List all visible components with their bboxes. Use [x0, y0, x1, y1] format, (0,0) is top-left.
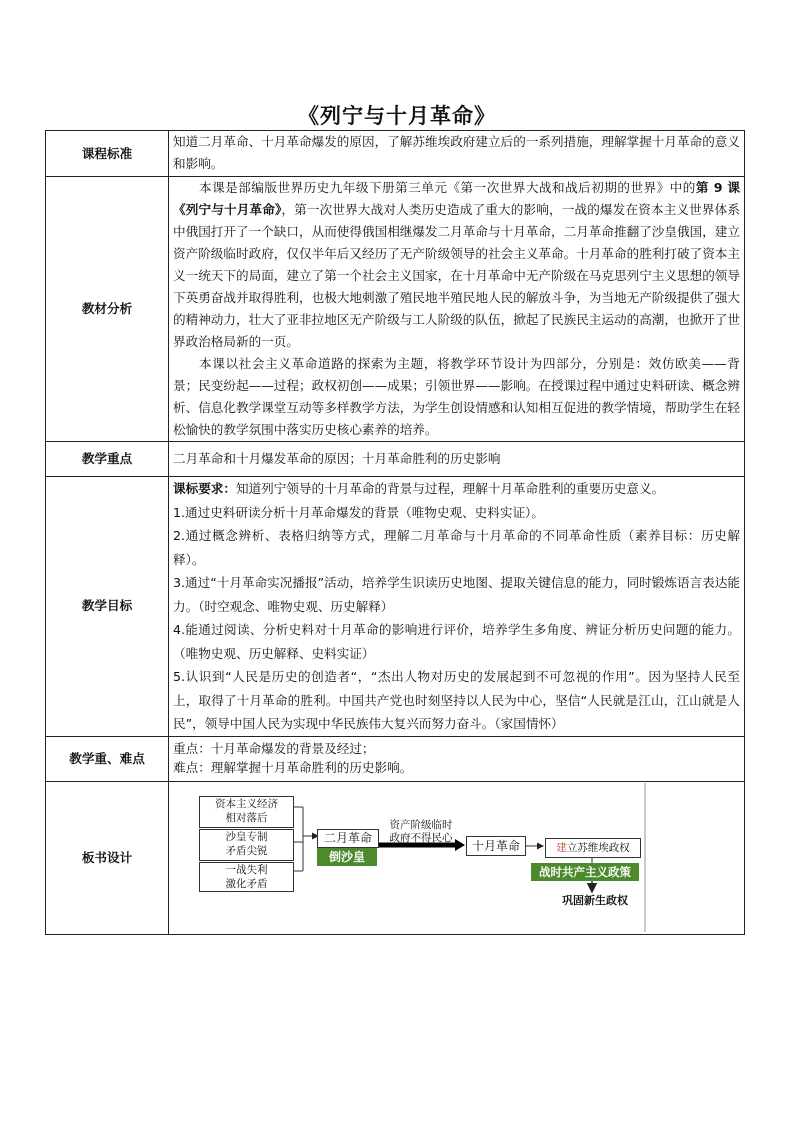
box-tsar-line-1: 沙皇专制	[225, 830, 268, 843]
course-standard-text: 知道二月革命、十月革命爆发的原因，了解苏维埃政府建立后的一系列措施，理解掌握十月革命的意义和影响。	[169, 131, 745, 177]
page-title: 《列宁与十月革命》	[298, 103, 496, 128]
lesson-plan-table	[45, 130, 745, 935]
box-economy-line-1: 资本主义经济	[215, 797, 278, 810]
box-october-revolution: 十月革命	[466, 836, 526, 856]
box-economy-line-2: 相对落后	[225, 811, 268, 824]
box-war-defeat	[199, 862, 294, 892]
provisional-gov-note	[383, 819, 459, 845]
goal-requirement-label: 课标要求：	[173, 481, 236, 496]
box-february-revolution: 二月革命	[317, 829, 379, 848]
box-build-soviet-power	[545, 838, 641, 858]
goal-requirement	[173, 477, 740, 501]
box-tsar-autocracy	[199, 829, 294, 861]
goal-item-1: 1.通过史料研读分析十月革命爆发的背景（唯物史观、史料实证）。	[173, 504, 544, 520]
build-rest: 立苏维埃政权	[566, 841, 630, 854]
teaching-goals-content	[169, 477, 745, 737]
row-teaching-goals	[46, 477, 745, 737]
row-teaching-key-points	[46, 442, 745, 477]
label-key-difficult-points: 教学重、难点	[46, 736, 169, 781]
analysis-paragraph-1	[173, 177, 740, 353]
analysis-p1-body: ，第一次世界大战对人类历史造成了重大的影响，一战的爆发在资本主义世界体系中俄国打开了一个缺口，从而使得俄国相继爆发二月革命与十月革命，二月革命推翻了沙皇俄国，建立资产阶级临时政府，仅仅半年后又经历了无产阶级领导的社会主义革命。十月革命的胜利打破了资本主义一统天下的局面，建立了第一个社会主义国家，在十月革命中无产阶级在马克思列宁主义思想的领导下英勇奋战并取得胜利，也极大地刺激了殖民地半殖民地人民的解放斗争，为当地无产阶级提供了强大的精神动力，壮大了亚非拉地区无产阶级与工人阶级的队伍，掀起了民族民主运动的高潮，也掀开了世界政治格局新的一页。	[173, 202, 740, 349]
label-material-analysis: 教材分析	[46, 177, 169, 442]
label-board-design: 板书设计	[46, 781, 169, 934]
box-overthrow-tsar: 倒沙皇	[317, 848, 377, 866]
row-course-standard	[46, 131, 745, 177]
box-tsar-line-2: 矛盾尖锐	[225, 844, 268, 857]
material-analysis-content	[169, 177, 745, 442]
goal-item-5: 5.认识到“人民是历史的创造者“，“杰出人物对历史的发展起到不可忽视的作用”。因为坚持人民至上，取得了十月革命的胜利。中国共产党也时刻坚持以人民为中心，坚信“人民就是江山，江山就是人民”，领导中国人民为实现中华民族伟大复兴而努力奋斗。（家国情怀）	[173, 669, 740, 731]
box-economy-backward	[199, 796, 294, 828]
teaching-key-points-text: 二月革命和十月爆发革命的原因；十月革命胜利的历史影响	[169, 442, 745, 477]
gov-note-line-2: 政府不得民心	[389, 831, 453, 844]
analysis-p1-lesson: 第 9 课《列宁与十月革命》	[173, 180, 740, 217]
box-war-line-1: 一战失利	[225, 863, 268, 876]
key-difficult-points-content	[169, 736, 745, 781]
box-war-line-2: 激化矛盾	[225, 877, 268, 890]
label-teaching-key-points: 教学重点	[46, 442, 169, 477]
label-course-standard: 课程标准	[46, 131, 169, 177]
build-prefix: 建	[556, 841, 567, 854]
goal-item-4: 4.能通过阅读、分析史料对十月革命的影响进行评价，培养学生多角度、辨证分析历史问题的能力。（唯物史观、历史解释、史料实证）	[173, 622, 740, 661]
board-design-content	[169, 781, 745, 934]
board-diagram	[169, 782, 744, 934]
goal-requirement-text: 知道列宁领导的十月革命的背景与过程，理解十月革命胜利的重要历史意义。	[235, 481, 665, 496]
focus-key-line: 重点：十月革命爆发的背景及经过；	[173, 740, 375, 756]
row-material-analysis	[46, 177, 745, 442]
row-key-difficult-points	[46, 736, 745, 781]
analysis-paragraph-2: 本课以社会主义革命道路的探索为主题，将教学环节设计为四部分，分别是：效仿欧美——背景；民变纷起——过程；政权初创——成果；引领世界——影响。在授课过程中通过史料研读、概念辨析、信息化教学课堂互动等多样教学方法，为学生创设情感和认知相互促进的教学情境，帮助学生在轻松愉快的教学氛围中落实历史核心素养的培养。	[173, 356, 740, 437]
analysis-p1-intro: 本课是部编版世界历史九年级下册第三单元《第一次世界大战和战后初期的世界》中的	[199, 180, 696, 195]
goal-item-2: 2.通过概念辨析、表格归纳等方式，理解二月革命与十月革命的不同革命性质（素养目标：历史解释）。	[173, 528, 740, 567]
consolidate-regime-note: 巩固新生政权	[562, 893, 628, 907]
box-war-communism-policy: 战时共产主义政策	[531, 863, 639, 881]
goal-item-3: 3.通过“十月革命实况播报”活动，培养学生识读历史地图、提取关键信息的能力，同时锻炼语言表达能力。（时空观念、唯物史观、历史解释）	[173, 575, 740, 614]
row-board-design	[46, 781, 745, 934]
gov-note-line-1: 资产阶级临时	[389, 818, 453, 831]
label-teaching-goals: 教学目标	[46, 477, 169, 737]
focus-difficult-line: 难点：理解掌握十月革命胜利的历史影响。	[173, 759, 413, 775]
